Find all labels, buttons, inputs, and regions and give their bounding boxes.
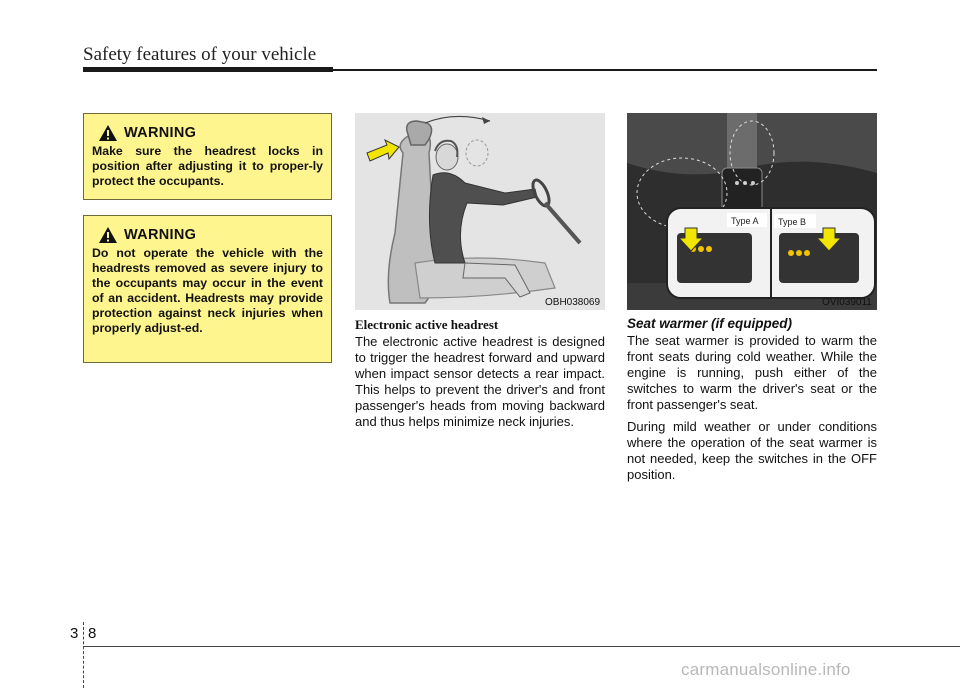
headrest-illustration-icon (355, 113, 605, 310)
section-heading-seat-warmer: Seat warmer (if equipped) (627, 316, 793, 331)
footer-vertical-rule (83, 622, 85, 688)
warning-header (98, 124, 323, 142)
type-a-label: Type A (731, 216, 759, 226)
watermark: carmanualsonline.info (681, 660, 851, 679)
page-number: 8 (88, 625, 97, 642)
warning-box-headrest-lock (83, 113, 332, 200)
warning-header (98, 226, 323, 244)
headrest-illustration (355, 113, 605, 310)
paragraph: The seat warmer is provided to warm the front seats during cold weather. While the engine is running, push either of the switches to warm the driver's seat or the front passenger's seat. (627, 333, 877, 412)
paragraph: The electronic active headrest is designed to trigger the headrest forward and upward when impact sensor detects a rear impact. This helps to prevent the driver's and front passenger's heads from moving backward and thus helps minimize neck injuries. (355, 334, 605, 429)
warning-text: Do not operate the vehicle with the headrests removed as severe injury to the occupants may occur in the event of an accident. Headrests may provide protection against neck injuries when properly adjust-ed. (92, 246, 323, 335)
warning-triangle-icon (98, 124, 118, 142)
chapter-number: 3 (70, 625, 79, 642)
warning-triangle-icon (98, 226, 118, 244)
paragraph: During mild weather or under conditions where the operation of the seat warmer is not needed, keep the switches in the OFF position. (627, 419, 877, 482)
seat-warmer-switch-photo-icon (627, 113, 877, 310)
section-heading-active-headrest: Electronic active headrest (355, 317, 499, 332)
header-rule-thin (333, 69, 877, 71)
figure-code: OVI039011 (822, 297, 872, 308)
header-rule-thick (83, 67, 333, 72)
seat-warmer-photo (627, 113, 877, 310)
type-b-label: Type B (778, 217, 807, 227)
warning-box-headrest-removed (83, 215, 332, 363)
warning-title: WARNING (124, 125, 197, 141)
section-body-active-headrest (355, 334, 605, 436)
warning-text: Make sure the headrest locks in position after adjusting it to proper-ly protect the occupants. (92, 144, 323, 188)
section-body-seat-warmer (627, 333, 877, 489)
footer-horizontal-rule (83, 646, 960, 647)
figure-code: OBH038069 (545, 297, 601, 308)
warning-title: WARNING (124, 227, 197, 243)
page-header-title: Safety features of your vehicle (83, 44, 317, 65)
